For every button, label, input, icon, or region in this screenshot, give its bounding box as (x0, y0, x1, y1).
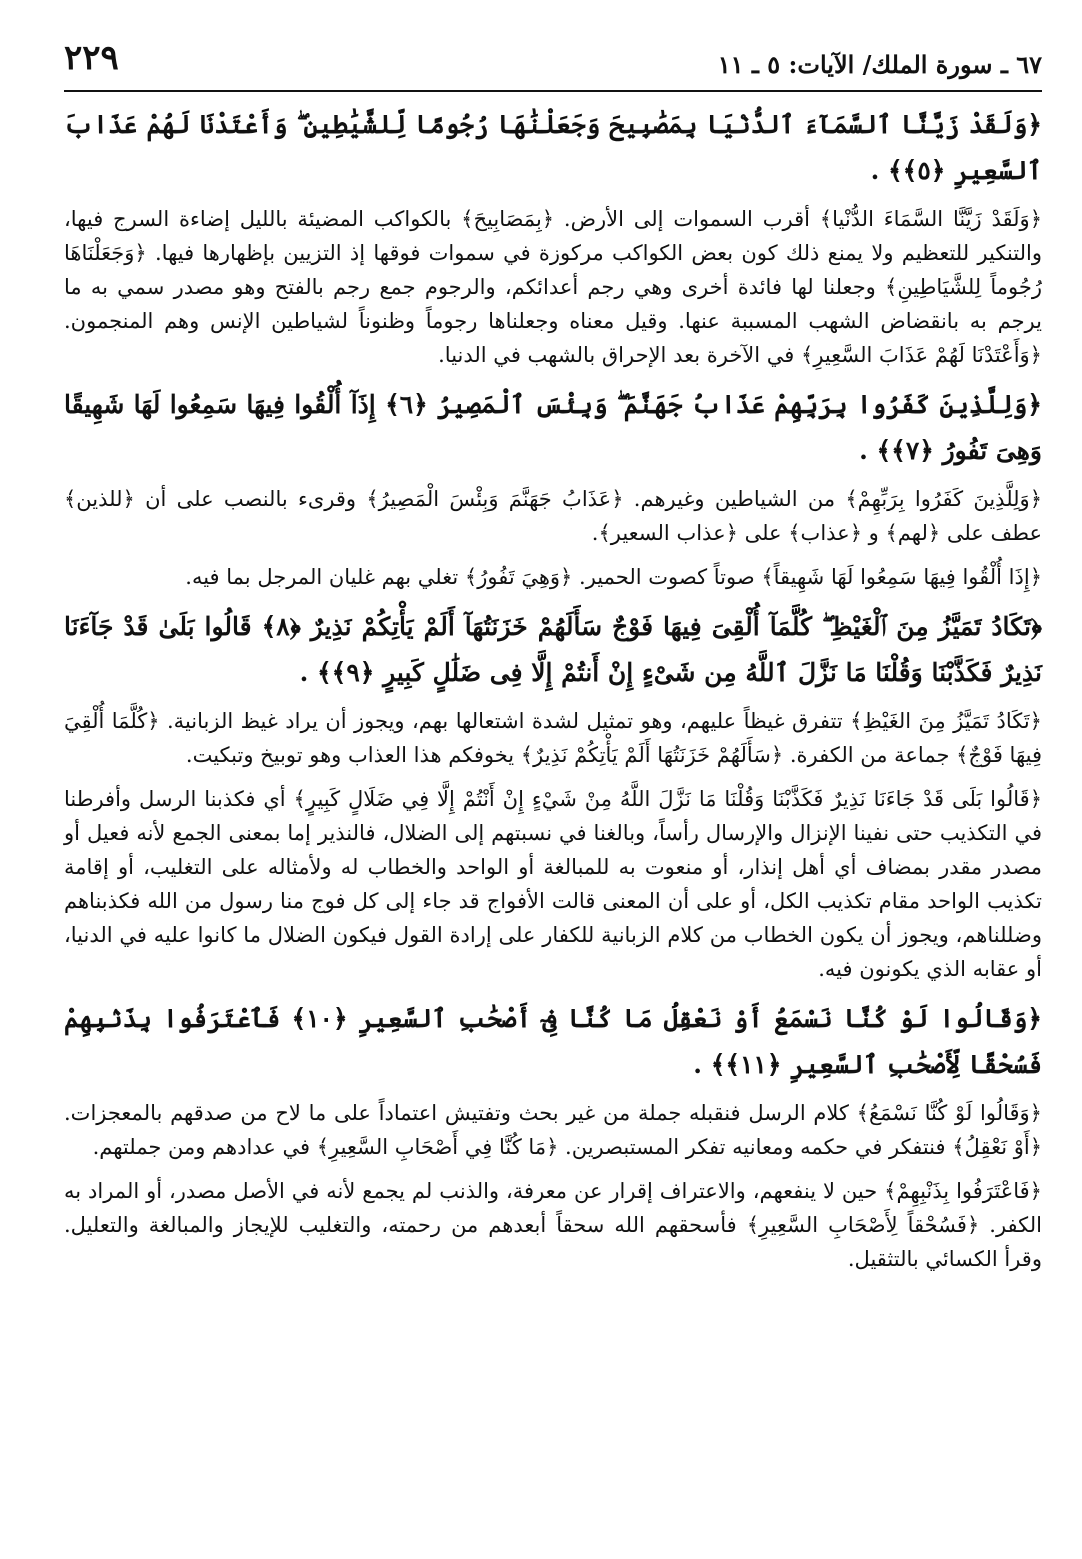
commentary-paragraph: ﴿تَكَادُ تَمَيَّزُ مِنَ الغَيْظِ﴾ تتفرق غيظاً عليهم، وهو تمثيل لشدة اشتعالها بهم، ويجوز أن يراد غيظ الزبانية. ﴿كُلَّمَا أُلْقِيَ فِيهَا فَوْجٌ﴾ جماعة من الكفرة. ﴿سَأَلَهُمْ خَزَنَتُهَا أَلَمْ يَأْتِكُمْ نَذِيرٌ﴾ يخوفكم هذا العذاب وهو توبيخ وتبكيت. (64, 709, 1042, 767)
quran-verse-10-11: ﴿وَقَالُوا لَوْ كُنَّا نَسْمَعُ أَوْ نَعْقِلُ مَا كُنَّا فِىٓ أَصْحَٰبِ ٱلسَّعِيرِ ﴿١٠﴾ فَٱعْتَرَفُوا بِذَنۢبِهِمْ فَسُحْقًا لِّأَصْحَٰبِ ٱلسَّعِيرِ ﴿١١﴾﴾ . (64, 1004, 1042, 1079)
commentary-paragraph: ﴿فَاعْتَرَفُوا بِذَنْبِهِمْ﴾ حين لا ينفعهم، والاعتراف إقرار عن معرفة، والذنب لم يجمع لأنه في الأصل مصدر، أو المراد به الكفر. ﴿فَسُحْقاً لِأَصْحَابِ السَّعِيرِ﴾ فأسحقهم الله سحقاً أبعدهم من رحمته، والتغليب للإيجاز والمبالغة والتعليل. وقرأ الكسائي بالتثقيل. (64, 1179, 1042, 1271)
surah-range-title: ٦٧ ـ سورة الملك/ الآيات: ٥ ـ ١١ (717, 50, 1042, 79)
commentary-paragraph: ﴿إِذَا أُلْقُوا فِيهَا سَمِعُوا لَهَا شَهِيقاً﴾ صوتاً كصوت الحمير. ﴿وَهِيَ تَفُورُ﴾ تغلي بهم غليان المرجل بما فيه. (185, 565, 1042, 589)
quran-verse-5: ﴿وَلَقَدْ زَيَّنَّا ٱلسَّمَآءَ ٱلدُّنْيَا بِمَصَٰبِيحَ وَجَعَلْنَٰهَا رُجُومًا لِّلشَّيَٰطِينِ ۖ وَأَعْتَدْنَا لَهُمْ عَذَابَ ٱلسَّعِيرِ ﴿٥﴾﴾ . (64, 110, 1042, 185)
commentary-paragraph: ﴿وَلِلَّذِينَ كَفَرُوا بِرَبِّهِمْ﴾ من الشياطين وغيرهم. ﴿عَذَابُ جَهَنَّمَ وَبِئْسَ الْمَصِيرُ﴾ وقرىء بالنصب على أن ﴿للذين﴾ عطف على ﴿لهم﴾ و ﴿عذاب﴾ على ﴿عذاب السعير﴾. (64, 487, 1042, 545)
commentary-paragraph: ﴿وَلَقَدْ زَيَّنَّا السَّمَاءَ الدُّنْيا﴾ أقرب السموات إلى الأرض. ﴿بِمَصَابِيحَ﴾ بالكواكب المضيئة بالليل إضاءة السرج فيها، والتنكير للتعظيم ولا يمنع ذلك كون بعض الكواكب مركوزة في سموات فوقها إذ التزيين بإظهارها فيها. ﴿وَجَعَلْنَاهَا رُجُوماً لِلشَّيَاطِينِ﴾ وجعلنا لها فائدة أخرى وهي رجم أعدائكم، والرجوم جمع رجم بالفتح وهو مصدر سمي به ما يرجم به بانقضاض الشهب المسببة عنها. وقيل معناه وجعلناها رجوماً وظنوناً لشياطين الإنس وهم المنجمون. ﴿وَأَعْتَدْنَا لَهُمْ عَذَابَ السَّعِيرِ﴾ في الآخرة بعد الإحراق بالشهب في الدنيا. (64, 207, 1042, 367)
page-number: ٢٢٩ (64, 38, 119, 78)
commentary-paragraph: ﴿قَالُوا بَلَى قَدْ جَاءَنَا نَذِيرٌ فَكَذَّبْنَا وَقُلْنَا مَا نَزَّلَ اللَّهُ مِنْ شَيْءٍ إِنْ أَنْتُمْ إِلَّا فِي ضَلَالٍ كَبِيرٍ﴾ أي فكذبنا الرسل وأفرطنا في التكذيب حتى نفينا الإنزال والإرسال رأساً، وبالغنا في نسبتهم إلى الضلال، فالنذير إما بمعنى الجمع لأنه فعيل أو مصدر مقدر بمضاف أي أهل إنذار، أو منعوت به للمبالغة أو الواحد والخطاب له ولأمثاله على التغليب، أو إقامة تكذيب الواحد مقام تكذيب الكل، أو على أن المعنى قالت الأفواج قد جاء إلى كل فوج منا رسول من الله فكذبناهم وضللناهم، ويجوز أن يكون الخطاب من كلام الزبانية للكفار على إرادة القول فيكون الضلال ما كانوا عليه في الدنيا، أو عقابه الذي يكونون فيه. (64, 787, 1042, 981)
page-body (64, 102, 1042, 1286)
commentary-paragraph: ﴿وَقَالُوا لَوْ كُنَّا نَسْمَعُ﴾ كلام الرسل فنقبله جملة من غير بحث وتفتيش اعتماداً على ما لاح من صدقهم بالمعجزات. ﴿أَوْ نَعْقِلُ﴾ فنتفكر في حكمه ومعانيه تفكر المستبصرين. ﴿مَا كُنَّا فِي أَصْحَابِ السَّعِيرِ﴾ في عدادهم ومن جملتهم. (64, 1101, 1042, 1159)
quran-verse-6-7: ﴿وَلِلَّذِينَ كَفَرُوا بِرَبِّهِمْ عَذَابُ جَهَنَّمَ ۖ وَبِئْسَ ٱلْمَصِيرُ ﴿٦﴾ إِذَآ أُلْقُوا فِيهَا سَمِعُوا لَهَا شَهِيقًا وَهِىَ تَفُورُ ﴿٧﴾﴾ . (64, 390, 1042, 465)
quran-verse-8-9: ﴿تَكَادُ تَمَيَّزُ مِنَ ٱلْغَيْظِ ۖ كُلَّمَآ أُلْقِىَ فِيهَا فَوْجٌ سَأَلَهُمْ خَزَنَتُهَآ أَلَمْ يَأْتِكُمْ نَذِيرٌ ﴿٨﴾ قَالُوا بَلَىٰ قَدْ جَآءَنَا نَذِيرٌ فَكَذَّبْنَا وَقُلْنَا مَا نَزَّلَ ٱللَّهُ مِن شَىْءٍ إِنْ أَنتُمْ إِلَّا فِى ضَلَٰلٍ كَبِيرٍ ﴿٩﴾﴾ . (64, 612, 1042, 687)
page-header (64, 38, 1042, 92)
